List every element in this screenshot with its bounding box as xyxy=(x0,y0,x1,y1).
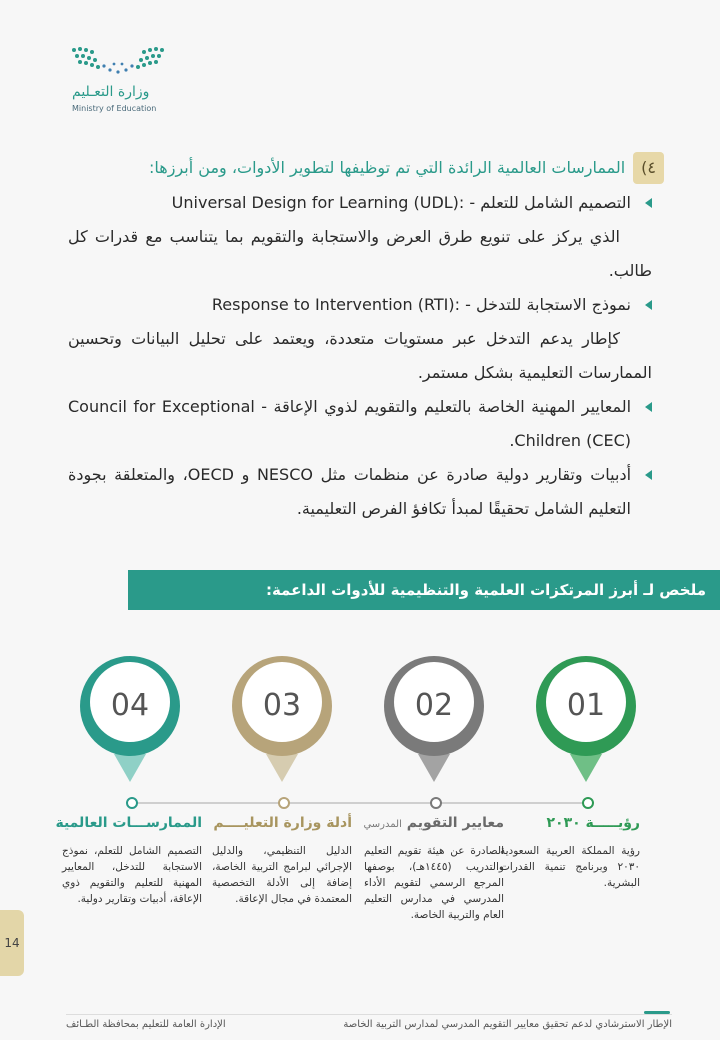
column-02 xyxy=(364,815,504,923)
footer-department: الإدارة العامة للتعليم بمحافظة الطـائف xyxy=(66,1019,226,1030)
logo-english-text: Ministry of Education xyxy=(72,104,157,113)
column-02-text: الصادرة عن هيئة تقويم التعليم والتدريب (١٤٤٥هـ)، بوصفها المرجع الرسمي لتقويم الأداء المدرسي في مدارس التعليم العام والتربية الخاصة. xyxy=(364,845,504,921)
ministry-logo xyxy=(68,44,168,80)
section-4-title: الممارسات العالمية الرائدة التي تم توظيفها لتطوير الأدوات، ومن أبرزها: xyxy=(149,158,626,177)
bullet-triangle-icon xyxy=(645,470,652,480)
timeline-dot-01 xyxy=(582,797,594,809)
column-01-title: رؤيـــــة ٢٠٣٠ xyxy=(546,815,640,831)
pin-01-number: 01 xyxy=(566,688,606,723)
pin-03 xyxy=(230,650,334,790)
column-01-text: رؤية المملكة العربية السعودية ٢٠٣٠ وبرنامج تنمية القدرات البشرية. xyxy=(500,845,640,889)
bullet-cec-text: المعايير المهنية الخاصة بالتعليم والتقويم لذوي الإعاقة - Council for Exceptional Children (CEC). xyxy=(68,397,632,450)
column-03 xyxy=(212,815,352,907)
timeline-dot-02 xyxy=(430,797,442,809)
pin-01 xyxy=(534,650,638,790)
section-4-heading xyxy=(68,150,656,186)
bullet-udl-label: التصميم الشامل للتعلم - xyxy=(464,193,631,212)
timeline-line xyxy=(130,802,590,804)
column-03-text: الدليل التنظيمي، والدليل الإجرائي لبرامج التربية الخاصة، إضافة إلى الأدلة التخصصية المعتمدة في مجال الإعاقة. xyxy=(212,845,352,905)
bullet-rti-english: Response to Intervention (RTI): xyxy=(211,295,461,314)
column-04-title: الممارســـات العالمية xyxy=(55,815,202,831)
udl-description: الذي يركز على تنويع طرق العرض والاستجابة والتقويم بما يتناسب مع قدرات كل طالب. xyxy=(68,227,652,280)
bullet-rti-label: نموذج الاستجابة للتدخل - xyxy=(460,295,631,314)
section-number-badge: ٤) xyxy=(633,152,664,184)
column-02-title-main: معايير التقويم xyxy=(406,815,504,831)
bullet-cec xyxy=(68,390,652,458)
pin-04 xyxy=(78,650,182,790)
bullet-udl xyxy=(68,186,652,220)
logo-arabic-text: وزارة التعـليم xyxy=(72,84,150,100)
column-03-title: أدلة وزارة التعليــــم xyxy=(213,815,352,831)
bullet-triangle-icon xyxy=(645,198,652,208)
column-02-title xyxy=(364,815,504,831)
timeline-dot-04 xyxy=(126,797,138,809)
summary-banner: ملخص لـ أبرز المرتكزات العلمية والتنظيمية للأدوات الداعمة: xyxy=(128,570,720,610)
bullet-triangle-icon xyxy=(645,402,652,412)
column-01 xyxy=(500,815,640,891)
timeline-dot-03 xyxy=(278,797,290,809)
column-04 xyxy=(55,815,202,907)
pin-04-number: 04 xyxy=(110,688,150,723)
pin-02 xyxy=(382,650,486,790)
rti-description: كإطار يدعم التدخل عبر مستويات متعددة، ويعتمد على تحليل البيانات وتحسين الممارسات التعليمية بشكل مستمر. xyxy=(68,329,652,382)
column-02-title-sub: المدرسي xyxy=(363,819,402,830)
column-04-text: التصميم الشامل للتعلم، نموذج الاستجابة للتدخل، المعايير المهنية للتعليم والتقويم ذوي الإعاقة، أدبيات وتقارير دولية. xyxy=(62,845,202,905)
bullet-literature xyxy=(68,458,652,526)
bullet-literature-text: أدبيات وتقارير دولية صادرة عن منظمات مثل NESCO و OECD، والمتعلقة بجودة التعليم الشامل تحقيقًا لمبدأ تكافؤ الفرص التعليمية. xyxy=(68,465,632,518)
bullet-triangle-icon xyxy=(645,300,652,310)
pins-row xyxy=(0,650,720,800)
page-number-tab: 14 xyxy=(0,910,24,976)
footer-title: الإطار الاسترشادي لدعم تحقيق معايير التقويم المدرسي لمدارس التربية الخاصة xyxy=(343,1019,672,1030)
pin-03-number: 03 xyxy=(262,688,302,723)
footer-rule xyxy=(66,1014,672,1015)
bullet-rti xyxy=(68,288,652,322)
logo-dots-icon xyxy=(68,44,168,80)
pin-02-number: 02 xyxy=(414,688,454,723)
bullet-udl-english: Universal Design for Learning (UDL): xyxy=(171,193,465,212)
section-4 xyxy=(68,150,656,526)
